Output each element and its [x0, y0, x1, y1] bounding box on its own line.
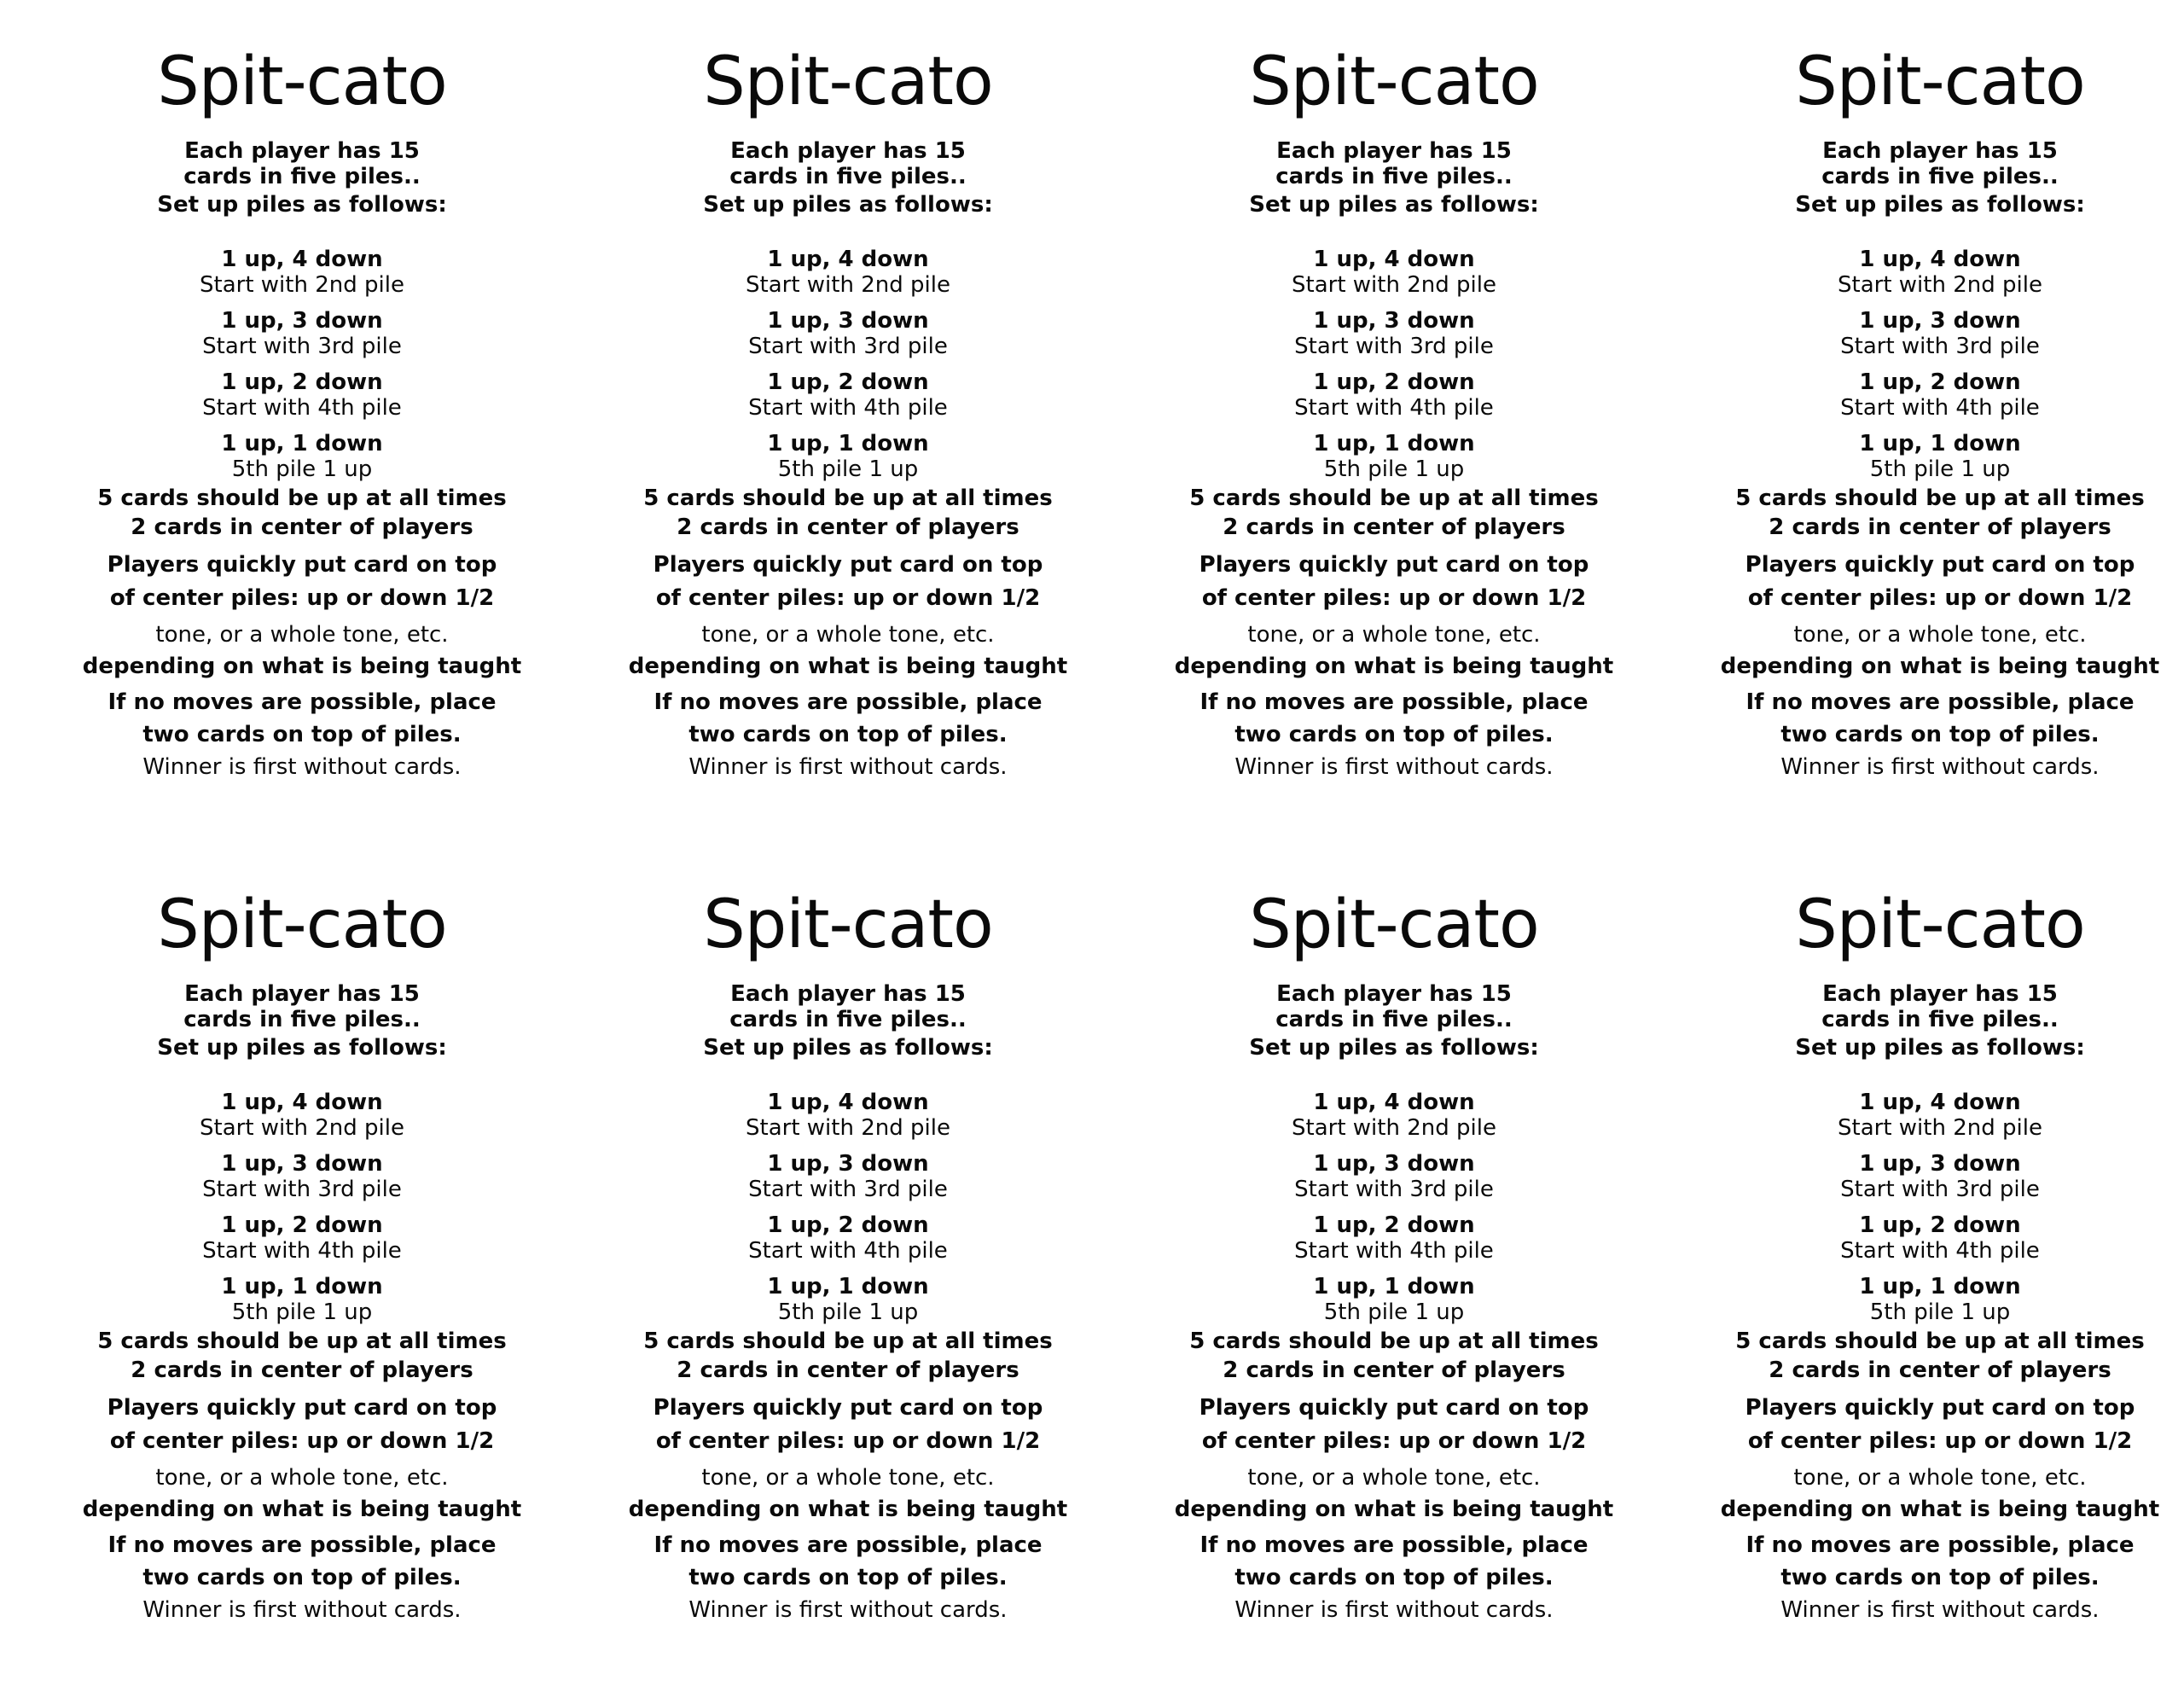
rule-line: tone, or a whole tone, etc.	[1247, 1465, 1541, 1491]
setup-detail: Start with 3rd pile	[1840, 334, 2040, 359]
setup-detail: Start with 2nd pile	[200, 1115, 404, 1141]
game-card	[575, 843, 1121, 1686]
rule-line: 5 cards should be up at all times	[643, 485, 1053, 511]
setup-pair	[1667, 247, 2184, 298]
setup-rule: 1 up, 4 down	[767, 247, 929, 272]
setup-detail: 5th pile 1 up	[777, 456, 919, 482]
setup-pair	[29, 431, 575, 482]
rule-line: Players quickly put card on top	[653, 1395, 1043, 1421]
rule-line: 2 cards in center of players	[1223, 515, 1565, 540]
setup-rule: 1 up, 4 down	[1313, 247, 1475, 272]
setup-pair	[1121, 308, 1667, 359]
card-setup-list	[1667, 247, 2184, 482]
setup-rule: 1 up, 4 down	[221, 247, 383, 272]
setup-pair	[1667, 308, 2184, 359]
rule-line: depending on what is being taught	[82, 654, 522, 679]
rule-line: depending on what is being taught	[628, 654, 1068, 679]
rule-line: 5 cards should be up at all times	[1735, 1328, 2145, 1354]
intro-line: Set up piles as follows:	[703, 192, 993, 218]
rule-line: Players quickly put card on top	[1199, 552, 1589, 578]
rule-line: two cards on top of piles.	[1780, 722, 2100, 747]
rule-line: of center piles: up or down 1/2	[655, 585, 1041, 611]
card-setup-list	[575, 247, 1121, 482]
intro-line: cards in five piles..	[1821, 1007, 2059, 1032]
rule-line: 2 cards in center of players	[677, 1358, 1019, 1383]
card-rules	[1121, 1327, 1667, 1625]
rule-line: tone, or a whole tone, etc.	[701, 622, 995, 648]
rule-line: 5 cards should be up at all times	[1189, 1328, 1599, 1354]
rule-line: If no moves are possible, place	[1199, 1532, 1589, 1558]
rule-line: Players quickly put card on top	[1745, 1395, 2135, 1421]
card-setup-list	[29, 247, 575, 482]
card-rules	[1667, 1327, 2184, 1625]
setup-rule: 1 up, 1 down	[221, 1274, 383, 1299]
intro-line: Set up piles as follows:	[157, 192, 447, 218]
card-intro	[575, 138, 1121, 218]
rule-line: tone, or a whole tone, etc.	[1793, 622, 2087, 648]
card-rules	[575, 484, 1121, 782]
setup-rule: 1 up, 1 down	[1859, 431, 2021, 456]
setup-pair	[1667, 1151, 2184, 1202]
game-card	[575, 0, 1121, 843]
rule-line: Winner is first without cards.	[142, 1597, 462, 1623]
setup-rule: 1 up, 2 down	[1859, 369, 2021, 395]
setup-pair	[575, 247, 1121, 298]
setup-rule: 1 up, 3 down	[1859, 308, 2021, 334]
rule-line: 2 cards in center of players	[131, 1358, 473, 1383]
setup-detail: Start with 4th pile	[748, 1238, 948, 1264]
setup-pair	[1667, 1212, 2184, 1264]
setup-detail: Start with 3rd pile	[202, 334, 402, 359]
setup-rule: 1 up, 1 down	[1859, 1274, 2021, 1299]
rule-line: two cards on top of piles.	[142, 722, 462, 747]
intro-line: cards in five piles..	[183, 164, 421, 189]
setup-detail: Start with 3rd pile	[1840, 1177, 2040, 1202]
setup-pair	[575, 369, 1121, 421]
rule-line: of center piles: up or down 1/2	[109, 585, 495, 611]
rule-line: depending on what is being taught	[1720, 1497, 2160, 1522]
setup-detail: 5th pile 1 up	[1869, 1299, 2011, 1325]
setup-detail: 5th pile 1 up	[1323, 456, 1465, 482]
setup-detail: Start with 4th pile	[1840, 1238, 2040, 1264]
card-title: Spit-cato	[1249, 887, 1539, 963]
card-intro	[1121, 981, 1667, 1061]
card-setup-list	[1121, 1090, 1667, 1325]
rule-line: 2 cards in center of players	[677, 515, 1019, 540]
intro-line: cards in five piles..	[729, 164, 967, 189]
card-rules	[29, 484, 575, 782]
setup-detail: Start with 2nd pile	[1838, 272, 2042, 298]
setup-rule: 1 up, 4 down	[1859, 1090, 2021, 1115]
setup-rule: 1 up, 1 down	[1313, 1274, 1475, 1299]
rule-line: Players quickly put card on top	[107, 552, 497, 578]
card-intro	[29, 138, 575, 218]
game-card	[1667, 0, 2184, 843]
card-setup-list	[1667, 1090, 2184, 1325]
game-card	[1121, 0, 1667, 843]
rule-line: Winner is first without cards.	[688, 754, 1008, 780]
setup-rule: 1 up, 2 down	[221, 369, 383, 395]
rule-line: If no moves are possible, place	[1745, 689, 2135, 715]
setup-rule: 1 up, 1 down	[221, 431, 383, 456]
setup-pair	[1667, 1090, 2184, 1141]
setup-rule: 1 up, 2 down	[767, 369, 929, 395]
rule-line: If no moves are possible, place	[1199, 689, 1589, 715]
rule-line: 5 cards should be up at all times	[1189, 485, 1599, 511]
card-rules	[1121, 484, 1667, 782]
setup-pair	[575, 1151, 1121, 1202]
rule-line: tone, or a whole tone, etc.	[155, 622, 449, 648]
intro-line: Each player has 15	[184, 138, 420, 164]
rule-line: tone, or a whole tone, etc.	[701, 1465, 995, 1491]
setup-rule: 1 up, 3 down	[1859, 1151, 2021, 1177]
card-title: Spit-cato	[703, 887, 993, 963]
rule-line: depending on what is being taught	[82, 1497, 522, 1522]
setup-rule: 1 up, 4 down	[1313, 1090, 1475, 1115]
card-rules	[575, 1327, 1121, 1625]
rule-line: 5 cards should be up at all times	[97, 485, 507, 511]
intro-line: cards in five piles..	[1275, 1007, 1513, 1032]
setup-pair	[29, 369, 575, 421]
setup-pair	[29, 1090, 575, 1141]
rule-line: of center piles: up or down 1/2	[1747, 1428, 2133, 1454]
game-card	[29, 843, 575, 1686]
card-intro	[1667, 981, 2184, 1061]
setup-rule: 1 up, 3 down	[1313, 1151, 1475, 1177]
setup-pair	[1121, 1151, 1667, 1202]
card-setup-list	[575, 1090, 1121, 1325]
setup-detail: 5th pile 1 up	[1323, 1299, 1465, 1325]
intro-line: Each player has 15	[730, 138, 966, 164]
rule-line: 5 cards should be up at all times	[643, 1328, 1053, 1354]
setup-rule: 1 up, 2 down	[1313, 369, 1475, 395]
setup-pair	[575, 1090, 1121, 1141]
rule-line: of center piles: up or down 1/2	[655, 1428, 1041, 1454]
setup-pair	[1121, 369, 1667, 421]
setup-pair	[575, 308, 1121, 359]
rule-line: of center piles: up or down 1/2	[1747, 585, 2133, 611]
setup-pair	[1121, 1090, 1667, 1141]
game-card	[1121, 843, 1667, 1686]
rule-line: Winner is first without cards.	[142, 754, 462, 780]
card-title: Spit-cato	[703, 44, 993, 120]
setup-detail: Start with 2nd pile	[1292, 272, 1496, 298]
rule-line: two cards on top of piles.	[688, 1565, 1008, 1590]
setup-pair	[29, 247, 575, 298]
intro-line: Each player has 15	[1276, 138, 1512, 164]
game-card	[29, 0, 575, 843]
rule-line: depending on what is being taught	[1174, 1497, 1614, 1522]
rule-line: tone, or a whole tone, etc.	[155, 1465, 449, 1491]
rule-line: Winner is first without cards.	[1780, 754, 2100, 780]
card-rules	[1667, 484, 2184, 782]
card-setup-list	[1121, 247, 1667, 482]
setup-detail: Start with 3rd pile	[748, 334, 948, 359]
setup-rule: 1 up, 2 down	[221, 1212, 383, 1238]
card-setup-list	[29, 1090, 575, 1325]
rule-line: 2 cards in center of players	[1769, 515, 2111, 540]
intro-line: Set up piles as follows:	[1249, 1035, 1539, 1061]
intro-line: Set up piles as follows:	[703, 1035, 993, 1061]
intro-line: cards in five piles..	[183, 1007, 421, 1032]
setup-detail: Start with 4th pile	[1294, 1238, 1494, 1264]
rule-line: depending on what is being taught	[1720, 654, 2160, 679]
rule-line: depending on what is being taught	[1174, 654, 1614, 679]
setup-rule: 1 up, 3 down	[767, 1151, 929, 1177]
setup-rule: 1 up, 2 down	[1859, 1212, 2021, 1238]
setup-detail: Start with 3rd pile	[748, 1177, 948, 1202]
rule-line: two cards on top of piles.	[1780, 1565, 2100, 1590]
rule-line: tone, or a whole tone, etc.	[1793, 1465, 2087, 1491]
setup-detail: Start with 4th pile	[748, 395, 948, 421]
intro-line: Set up piles as follows:	[1249, 192, 1539, 218]
setup-pair	[29, 1212, 575, 1264]
setup-pair	[575, 1212, 1121, 1264]
card-title: Spit-cato	[1249, 44, 1539, 120]
card-rules	[29, 1327, 575, 1625]
setup-pair	[575, 1274, 1121, 1325]
card-intro	[1667, 138, 2184, 218]
setup-pair	[1667, 1274, 2184, 1325]
setup-pair	[1121, 1274, 1667, 1325]
setup-detail: Start with 2nd pile	[746, 272, 950, 298]
setup-rule: 1 up, 3 down	[1313, 308, 1475, 334]
card-intro	[1121, 138, 1667, 218]
setup-detail: Start with 2nd pile	[746, 1115, 950, 1141]
rule-line: 5 cards should be up at all times	[1735, 485, 2145, 511]
intro-line: Each player has 15	[730, 981, 966, 1007]
setup-detail: Start with 3rd pile	[1294, 1177, 1494, 1202]
setup-detail: Start with 4th pile	[202, 1238, 402, 1264]
setup-rule: 1 up, 4 down	[767, 1090, 929, 1115]
setup-detail: Start with 3rd pile	[1294, 334, 1494, 359]
rule-line: If no moves are possible, place	[1745, 1532, 2135, 1558]
setup-pair	[29, 308, 575, 359]
setup-detail: 5th pile 1 up	[777, 1299, 919, 1325]
setup-detail: 5th pile 1 up	[231, 1299, 373, 1325]
setup-detail: Start with 3rd pile	[202, 1177, 402, 1202]
card-intro	[575, 981, 1121, 1061]
setup-rule: 1 up, 4 down	[221, 1090, 383, 1115]
rule-line: Winner is first without cards.	[1234, 754, 1554, 780]
rule-line: Winner is first without cards.	[688, 1597, 1008, 1623]
setup-pair	[1121, 431, 1667, 482]
intro-line: Each player has 15	[1822, 138, 2058, 164]
setup-rule: 1 up, 1 down	[1313, 431, 1475, 456]
setup-pair	[1121, 1212, 1667, 1264]
setup-detail: Start with 4th pile	[202, 395, 402, 421]
card-title: Spit-cato	[1795, 44, 2085, 120]
rule-line: If no moves are possible, place	[653, 1532, 1043, 1558]
intro-line: Each player has 15	[1822, 981, 2058, 1007]
intro-line: cards in five piles..	[729, 1007, 967, 1032]
setup-detail: Start with 2nd pile	[1838, 1115, 2042, 1141]
rule-line: 2 cards in center of players	[1769, 1358, 2111, 1383]
card-title: Spit-cato	[157, 887, 447, 963]
rule-line: of center piles: up or down 1/2	[1201, 585, 1587, 611]
rule-line: If no moves are possible, place	[107, 1532, 497, 1558]
rule-line: If no moves are possible, place	[107, 689, 497, 715]
card-title: Spit-cato	[1795, 887, 2085, 963]
intro-line: Each player has 15	[184, 981, 420, 1007]
setup-rule: 1 up, 4 down	[1859, 247, 2021, 272]
rule-line: Winner is first without cards.	[1234, 1597, 1554, 1623]
setup-pair	[29, 1151, 575, 1202]
setup-detail: 5th pile 1 up	[231, 456, 373, 482]
setup-detail: Start with 4th pile	[1294, 395, 1494, 421]
rule-line: two cards on top of piles.	[1234, 722, 1554, 747]
setup-pair	[575, 431, 1121, 482]
rule-line: two cards on top of piles.	[1234, 1565, 1554, 1590]
intro-line: cards in five piles..	[1275, 164, 1513, 189]
rule-line: 5 cards should be up at all times	[97, 1328, 507, 1354]
rule-line: 2 cards in center of players	[1223, 1358, 1565, 1383]
rule-line: of center piles: up or down 1/2	[109, 1428, 495, 1454]
setup-detail: Start with 2nd pile	[200, 272, 404, 298]
rule-line: If no moves are possible, place	[653, 689, 1043, 715]
setup-rule: 1 up, 1 down	[767, 431, 929, 456]
rule-line: Winner is first without cards.	[1780, 1597, 2100, 1623]
rule-line: depending on what is being taught	[628, 1497, 1068, 1522]
rule-line: 2 cards in center of players	[131, 515, 473, 540]
intro-line: Set up piles as follows:	[1795, 1035, 2085, 1061]
setup-detail: Start with 4th pile	[1840, 395, 2040, 421]
rule-line: Players quickly put card on top	[653, 552, 1043, 578]
setup-rule: 1 up, 2 down	[767, 1212, 929, 1238]
setup-pair	[1667, 369, 2184, 421]
intro-line: Set up piles as follows:	[1795, 192, 2085, 218]
setup-rule: 1 up, 3 down	[221, 308, 383, 334]
setup-pair	[1121, 247, 1667, 298]
card-title: Spit-cato	[157, 44, 447, 120]
rule-line: Players quickly put card on top	[1199, 1395, 1589, 1421]
rule-line: tone, or a whole tone, etc.	[1247, 622, 1541, 648]
intro-line: Each player has 15	[1276, 981, 1512, 1007]
intro-line: Set up piles as follows:	[157, 1035, 447, 1061]
rule-line: Players quickly put card on top	[1745, 552, 2135, 578]
intro-line: cards in five piles..	[1821, 164, 2059, 189]
setup-detail: Start with 2nd pile	[1292, 1115, 1496, 1141]
setup-rule: 1 up, 3 down	[221, 1151, 383, 1177]
setup-rule: 1 up, 1 down	[767, 1274, 929, 1299]
rule-line: two cards on top of piles.	[688, 722, 1008, 747]
card-intro	[29, 981, 575, 1061]
setup-rule: 1 up, 2 down	[1313, 1212, 1475, 1238]
rule-line: of center piles: up or down 1/2	[1201, 1428, 1587, 1454]
game-card	[1667, 843, 2184, 1686]
rule-line: Players quickly put card on top	[107, 1395, 497, 1421]
rule-line: two cards on top of piles.	[142, 1565, 462, 1590]
setup-detail: 5th pile 1 up	[1869, 456, 2011, 482]
setup-pair	[1667, 431, 2184, 482]
setup-rule: 1 up, 3 down	[767, 308, 929, 334]
setup-pair	[29, 1274, 575, 1325]
